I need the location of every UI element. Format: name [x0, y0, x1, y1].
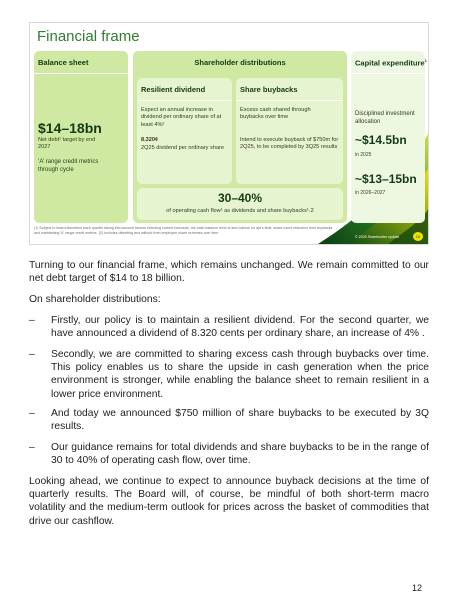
credit-metrics-text: ‘A’ range credit metrics through cycle: [38, 159, 99, 173]
divider: [137, 100, 232, 101]
paragraph-outlook: Looking ahead, we continue to expect to announce buyback decisions at the time of quarterly results. The Board will, of course, be mindful of both short-term macro volatility and the medium-term outlook for prices across the basket of commodities that drive our cashflow.: [29, 476, 429, 527]
capex-2025-value: ~$14.5bn: [355, 133, 407, 147]
net-debt-target-caption: Net debt¹ target by end 2027: [38, 137, 96, 151]
capex-header-text: Capital expenditure: [355, 58, 425, 68]
shareholder-distributions-header: Shareholder distributions: [194, 58, 286, 67]
divider: [351, 73, 425, 74]
dividend-amount: 8.320¢: [141, 137, 159, 143]
divider: [34, 73, 128, 74]
bullet-dash: –: [29, 315, 35, 326]
capex-2026-2027-caption: in 2026–2027: [355, 190, 386, 196]
buyback-policy-text: Excess cash shared through buybacks over time: [240, 107, 311, 121]
bullet-text: Secondly, we are committed to sharing excess cash through buybacks over time. This policy enables us to share the upside in cash generation when the price environment is stronger, while enabling the balance sheet to remain resilient in a lower price environment.: [51, 349, 429, 400]
share-buybacks-header: Share buybacks: [240, 85, 298, 94]
paragraph-shareholder-intro: On shareholder distributions:: [29, 294, 161, 305]
distribution-range-caption: of operating cash flow¹ as dividends and share buybacks¹˒2: [166, 208, 314, 214]
resilient-dividend-header: Resilient dividend: [141, 85, 206, 94]
divider: [236, 100, 343, 101]
page-number: 12: [412, 583, 423, 593]
bullet-text: And today we announced $750 million of share buybacks to be executed by 3Q results.: [51, 408, 429, 433]
dividend-policy-text: Expect an annual increase in dividend per ordinary share of at least 4%²: [141, 107, 222, 128]
bullet-dash: –: [29, 442, 35, 453]
bullet-text: Firstly, our policy is to maintain a resilient dividend. For the second quarter, we have announced a dividend of 8.320 cents per ordinary share, an increase of 4% .: [51, 315, 429, 340]
bullet-dash: –: [29, 408, 35, 419]
capex-description: Disciplined investment allocation: [355, 111, 415, 125]
capital-expenditure-header: [355, 58, 427, 68]
bullet-dash: –: [29, 349, 35, 360]
capex-2025-caption: in 2025: [355, 152, 372, 158]
capex-2026-2027-value: ~$13–15bn: [355, 172, 417, 186]
dividend-amount-caption: 2Q25 dividend per ordinary share: [141, 145, 225, 151]
balance-sheet-header: Balance sheet: [38, 58, 89, 67]
slide-copyright: © 2025 Shareholder update: [355, 235, 400, 239]
distribution-range-value: 30–40%: [217, 191, 263, 205]
buyback-intent-text: Intend to execute buyback of $750m for 2Q25, to be completed by 3Q25 results: [240, 137, 339, 151]
slide-footnote: (1) Subject to board discretion each quarter taking into account factors including current forecasts, the cash balance level of and outlook for apt's float, share count reduction from buybacks and maintaining 'A' range credit metrics. (2) Includes offsetting and without from employee share schemes over time.: [34, 226, 333, 235]
slide-title: Financial frame: [37, 28, 140, 45]
net-debt-target-value: $14–18bn: [38, 120, 102, 136]
bullet-text: Our guidance remains for total dividends and share buybacks to be in the range of 30 to 40% of operating cash flow, over time.: [51, 442, 429, 467]
slide-page-badge: 10: [413, 232, 423, 241]
paragraph-financial-frame: Turning to our financial frame, which remains unchanged. We remain committed to our net debt target of $14 to 18 billion.: [29, 260, 429, 285]
capex-header-footnote: 1: [424, 58, 427, 63]
